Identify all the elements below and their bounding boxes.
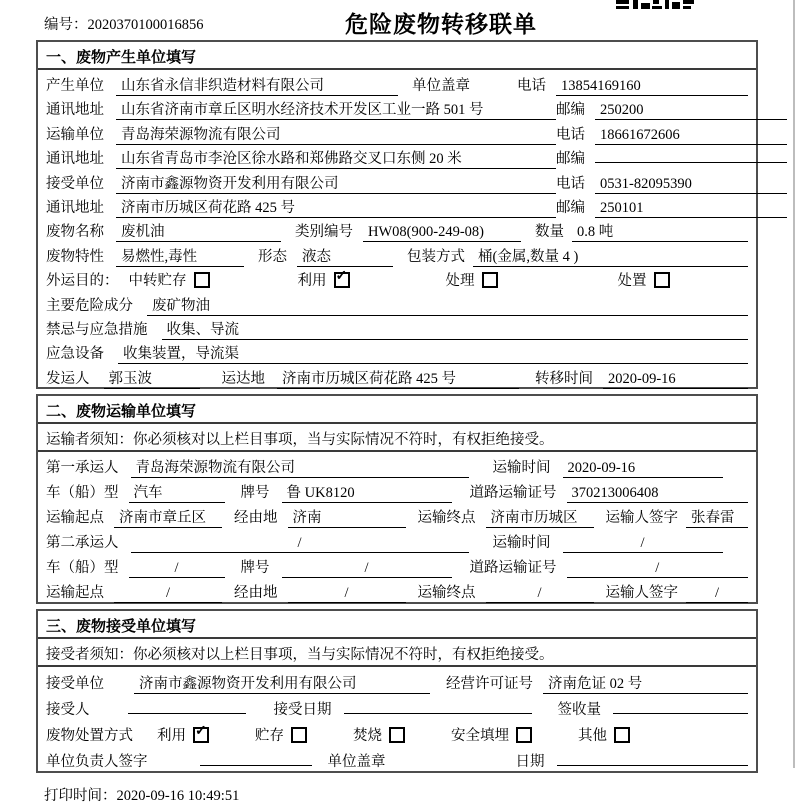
dest-label: 运达地 [221,370,265,387]
transporter-label: 运输单位 [46,126,104,143]
checkbox-disposal-incinerate [389,727,405,743]
main-hazard-value: 废矿物油 [147,294,748,316]
manifest-document [36,0,758,805]
row-transporter [38,119,756,143]
purpose-transfer-storage-label: 中转贮存 [128,273,187,290]
receiver-seal-label: 单位盖章 [327,754,386,771]
phone3-label: 电话 [556,175,585,192]
license-label: 经营许可证号 [446,676,533,693]
row-receiving-unit [38,667,756,693]
sign-qty-label: 签收量 [557,702,601,719]
row-consignor [38,363,756,387]
purpose-option-treat [446,269,498,290]
row-transporter-address [38,143,756,167]
phone2-value: 18661672606 [595,127,787,145]
section-transporter [36,394,758,604]
chief-sign-value [200,765,312,766]
license-value: 济南危证 02 号 [543,672,748,694]
disposal-option-other [578,724,630,745]
checkbox-disposal-storage [291,727,307,743]
time1-value: 2020-09-16 [563,460,723,478]
row-route1 [38,502,756,527]
disposal-option-incinerate [353,724,405,745]
carrier2-value: / [131,535,469,553]
row-receiver-address [38,192,756,216]
row-carrier2 [38,527,756,552]
zip1-value: 250200 [595,102,787,120]
row-producer [38,70,756,94]
accept-date-label: 接受日期 [273,702,332,719]
row-disposal-method [38,719,756,745]
unit-seal-label: 单位盖章 [412,78,470,94]
taboo-value: 收集、导流 [162,318,749,340]
receiving-unit-label: 接受单位 [46,676,104,693]
transfer-time-value: 2020-09-16 [603,371,748,389]
sign1-label: 运输人签字 [605,510,678,527]
vehicle1-label: 车（船）型 [46,485,119,502]
carrier1-value: 青岛海荣源物流有限公司 [131,456,469,478]
via2-value: / [288,585,406,603]
row-waste-name [38,216,756,240]
zip3-label: 邮编 [556,199,585,216]
disposal-other-label: 其他 [578,728,607,745]
vehicle2-label: 车（船）型 [46,560,119,577]
addr1-value: 山东省济南市章丘区明水经济技术开发区工业一路 501 号 [116,98,556,120]
checkbox-transfer-storage [194,272,210,288]
check-icon: ✓ [335,268,348,284]
main-hazard-label: 主要危险成分 [46,297,133,314]
form-label: 形态 [258,248,287,265]
origin2-value: / [114,585,222,603]
end2-value: / [486,585,594,603]
dest-value: 济南市历城区荷花路 425 号 [277,367,519,389]
row-chief-signature [38,745,756,771]
receiver-value: 济南市鑫源物资开发利用有限公司 [116,172,556,194]
end1-label: 运输终点 [417,510,476,527]
transporter-value: 青岛海荣源物流有限公司 [116,123,556,145]
row-purpose [38,265,756,289]
purpose-option-transfer-storage [129,269,210,290]
road-no1-value: 370213006408 [567,485,749,503]
check-icon: ✓ [195,723,207,739]
window-edge-line [793,0,795,768]
category-label: 类别编号 [295,224,353,241]
consignor-value: 郭玉波 [104,367,200,389]
origin1-label: 运输起点 [46,510,104,527]
row-waste-character [38,241,756,265]
plate2-value: / [282,560,452,578]
phone3-value: 0531-82095390 [595,176,787,194]
purpose-option-dispose [618,269,670,290]
zip2-value [595,162,787,163]
zip1-label: 邮编 [556,102,585,119]
equip-value: 收集装置，导流渠 [118,342,748,364]
road-no1-label: 道路运输证号 [469,485,557,502]
taboo-label: 禁忌与应急措施 [46,321,148,338]
row-carrier1 [38,452,756,477]
document-header [36,0,758,40]
section-receiver-title: 三、废物接受单位填写 [38,611,756,639]
row-main-hazard [38,290,756,314]
disposal-option-utilize [157,724,209,745]
packing-value: 桶(金属,数量 4 ) [473,245,748,267]
addr3-value: 济南市历城区荷花路 425 号 [116,196,556,218]
checkbox-treat [482,272,498,288]
row-route2 [38,577,756,602]
row-taboo [38,314,756,338]
row-vehicle1 [38,477,756,502]
document-number [44,13,204,34]
character-label: 废物特性 [46,248,104,265]
disposal-utilize-label: 利用 [157,728,186,745]
via1-label: 经由地 [234,510,278,527]
sign2-label: 运输人签字 [605,585,678,602]
time2-value: / [563,535,723,553]
origin2-label: 运输起点 [46,585,104,602]
row-producer-address [38,94,756,118]
checkbox-utilize [334,268,350,288]
accept-date-value [344,713,532,714]
waste-name-value: 废机油 [116,220,281,242]
print-time-value: 2020-09-16 10:49:51 [116,788,240,805]
qty-value: 0.8 吨 [572,220,748,242]
checkbox-dispose [654,272,670,288]
via2-label: 经由地 [234,585,278,602]
section-transporter-title: 二、废物运输单位填写 [38,396,756,424]
zip2-label: 邮编 [556,151,585,168]
time2-label: 运输时间 [492,535,551,552]
producer-value: 山东省永信非织造材料有限公司 [116,74,398,96]
form-value: 液态 [297,245,393,267]
disposal-storage-label: 贮存 [255,728,284,745]
sign2-value: / [686,585,748,603]
transfer-time-label: 转移时间 [535,370,593,387]
addr2-label: 通讯地址 [46,151,104,168]
purpose-option-utilize [298,269,350,290]
print-time [36,778,758,805]
end1-value: 济南市历城区 [486,506,594,528]
disposal-option-landfill [451,724,532,745]
sign-qty-value [613,713,748,714]
addr2-value: 山东省青岛市李沧区徐水路和郑佛路交叉口东侧 20 米 [116,147,556,169]
document-number-value: 2020370100016856 [87,17,204,33]
disposal-incinerate-label: 焚烧 [353,728,382,745]
end2-label: 运输终点 [417,585,476,602]
carrier2-label: 第二承运人 [46,535,119,552]
section-producer-title: 一、废物产生单位填写 [38,42,756,70]
row-vehicle2 [38,552,756,577]
disposal-landfill-label: 安全填埋 [451,728,509,745]
row-receiver [38,168,756,192]
packing-label: 包装方式 [407,248,465,265]
date-label: 日期 [515,754,545,771]
print-time-label: 打印时间： [44,788,117,805]
waste-name-label: 废物名称 [46,224,104,241]
zip3-value: 250101 [595,200,787,218]
time1-label: 运输时间 [492,460,551,477]
purpose-dispose-label: 处置 [617,273,647,290]
page-title: 危险废物转移联单 [345,12,537,37]
category-value: HW08(900-249-08) [363,224,521,242]
section-producer [36,40,758,389]
producer-label: 产生单位 [46,78,104,94]
phone1-label: 电话 [517,78,546,94]
road-no2-value: / [567,560,749,578]
receiver-label: 接受单位 [46,175,104,192]
plate2-label: 牌号 [240,560,270,577]
document-number-label: 编号： [44,17,88,33]
checkbox-disposal-other [614,727,630,743]
plate1-value: 鲁 UK8120 [282,481,452,503]
phone2-label: 电话 [556,126,585,143]
carrier1-label: 第一承运人 [46,460,119,477]
via1-value: 济南 [288,506,406,528]
vehicle1-value: 汽车 [129,481,225,503]
purpose-label: 外运目的： [46,273,119,290]
consignor-label: 发运人 [46,370,90,387]
equip-label: 应急设备 [46,346,104,363]
road-no2-label: 道路运输证号 [469,560,557,577]
disposal-option-storage [255,724,307,745]
section-receiver [36,609,758,773]
chief-sign-label: 单位负责人签字 [46,754,148,771]
row-emergency-equipment [38,338,756,362]
row-acceptor [38,693,756,719]
disposal-label: 废物处置方式 [46,728,133,745]
purpose-treat-label: 处理 [445,273,475,290]
acceptor-label: 接受人 [46,702,90,719]
character-value: 易燃性,毒性 [116,245,244,267]
addr3-label: 通讯地址 [46,199,104,216]
transporter-notice: 运输者须知：你必须核对以上栏目事项，当与实际情况不符时，有权拒绝接受。 [38,424,756,452]
phone1-value: 13854169160 [556,78,748,96]
sign1-value: 张春雷 [686,506,748,528]
checkbox-disposal-utilize [193,723,209,743]
qty-label: 数量 [535,224,564,241]
origin1-value: 济南市章丘区 [114,506,222,528]
vehicle2-value: / [129,560,225,578]
purpose-utilize-label: 利用 [297,273,327,290]
acceptor-value [128,713,246,714]
date-value [557,765,749,766]
addr1-label: 通讯地址 [46,102,104,119]
plate1-label: 牌号 [240,485,270,502]
checkbox-disposal-landfill [516,727,532,743]
receiver-notice: 接受者须知：你必须核对以上栏目事项，当与实际情况不符时，有权拒绝接受。 [38,639,756,667]
receiving-unit-value: 济南市鑫源物资开发利用有限公司 [134,672,430,694]
